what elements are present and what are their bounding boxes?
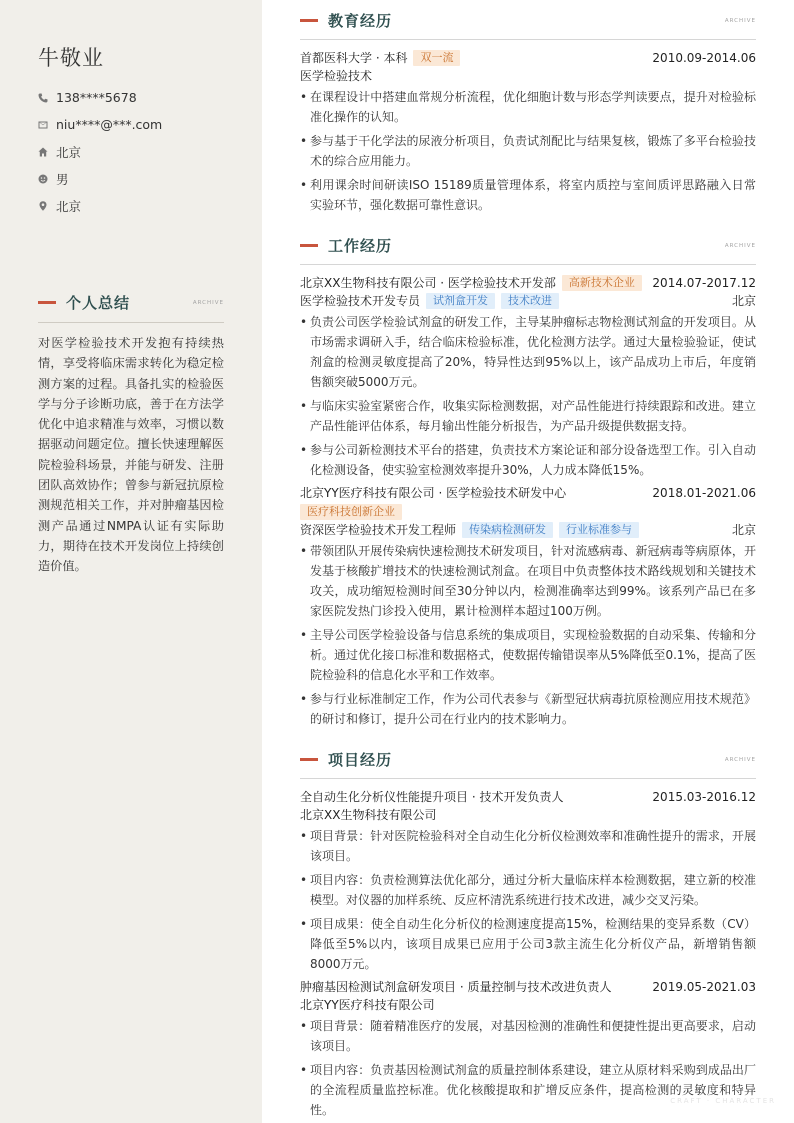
project-org-row — [300, 996, 756, 1014]
location-text: 北京 — [56, 198, 82, 214]
section-accent-bar — [300, 758, 318, 761]
job-bullets — [300, 541, 756, 729]
education-bullets — [300, 87, 756, 215]
list-item: • 参与基于干化学法的尿液分析项目，负责试剂配比与结果复核，锻炼了多平台检验技术的综合应用能力。 — [300, 131, 756, 171]
list-item: • 项目背景：随着精准医疗的发展，对基因检测的准确性和便捷性提出更高要求，启动该项目。 — [300, 1016, 756, 1056]
project-org-row — [300, 806, 756, 824]
list-item: • 带领团队开展传染病快速检测技术研发项目，针对流感病毒、新冠病毒等病原体，开发基于核酸扩增技术的快速检测试剂盒。在项目中负责整体技术路线规划和关键技术攻关，成功缩短检测时间至30分钟以内，检测准确率达到99%。该系列产品已在多家医院发热门诊投入使用，累计检测样本超过100万例。 — [300, 541, 756, 621]
section-accent-bar — [300, 244, 318, 247]
role-tag: 试剂盒开发 — [426, 293, 495, 309]
job-company: 北京YY医疗科技有限公司 · 医学检验技术研发中心 — [300, 486, 567, 500]
education-major: 医学检验技术 — [300, 69, 373, 83]
company-badge: 医疗科技创新企业 — [300, 504, 402, 520]
section-accent-bar — [300, 19, 318, 22]
contact-list — [38, 84, 162, 219]
job-company-row — [300, 274, 756, 292]
section-divider — [300, 264, 756, 265]
projects-header — [300, 749, 756, 770]
job-period: 2014.07-2017.12 — [652, 276, 756, 290]
email-text: niu****@***.com — [56, 117, 163, 132]
project-name: 全自动生化分析仪性能提升项目 · 技术开发负责人 — [300, 790, 564, 804]
phone-text: 138****5678 — [56, 90, 137, 105]
education-section — [300, 10, 756, 215]
section-accent-bar — [38, 301, 56, 304]
list-item: • 项目成果：使全自动生化分析仪的检测速度提高15%，检测结果的变异系数（CV）降低至5%以内，该项目成果已应用于公司3款主流生化分析仪产品，新增销售额8000万元。 — [300, 914, 756, 974]
job-bullets — [300, 312, 756, 480]
list-item: • 项目内容：负责检测算法优化部分，通过分析大量临床样本检测数据，建立新的校准模型。对仪器的加样系统、反应杯清洗系统进行技术改进，减少交叉污染。 — [300, 870, 756, 910]
role-tag: 传染病检测研发 — [462, 522, 553, 538]
project-name: 肿瘤基因检测试剂盒研发项目 · 质量控制与技术改进负责人 — [300, 980, 612, 994]
section-divider — [300, 778, 756, 779]
person-icon — [38, 174, 56, 184]
job-role-row — [300, 521, 756, 539]
school-badge: 双一流 — [413, 50, 460, 66]
list-item: • 与临床实验室紧密合作，收集实际检测数据，对产品性能进行持续跟踪和改进。建立产品性能评估体系，每月输出性能分析报告，为产品升级提供数据支持。 — [300, 396, 756, 436]
summary-title: 个人总结 — [66, 294, 131, 312]
contact-location — [38, 192, 162, 219]
job-company-row — [300, 484, 756, 502]
education-title: 教育经历 — [328, 12, 393, 30]
job-badge-row — [300, 504, 756, 520]
role-tag: 行业标准参与 — [559, 522, 639, 538]
project-name-row — [300, 978, 756, 996]
job-entry — [300, 274, 756, 480]
education-period: 2010.09-2014.06 — [652, 51, 756, 65]
job-city: 北京 — [731, 294, 756, 308]
summary-section — [38, 292, 224, 577]
projects-archive-tag: ARCHIVE — [724, 756, 756, 763]
list-item: • 参与公司新检测技术平台的搭建，负责技术方案论证和部分设备选型工作。引入自动化检测设备，使实验室检测效率提升30%，人力成本降低15%。 — [300, 440, 756, 480]
home-icon — [38, 147, 56, 157]
education-school-row — [300, 49, 756, 67]
job-role: 医学检验技术开发专员 — [300, 294, 421, 308]
work-header — [300, 235, 756, 256]
gender-text: 男 — [56, 171, 69, 187]
project-period: 2015.03-2016.12 — [652, 790, 756, 804]
section-divider — [300, 39, 756, 40]
mail-icon — [38, 120, 56, 130]
job-role-row — [300, 292, 756, 310]
contact-email — [38, 111, 162, 138]
hometown-text: 北京 — [56, 144, 82, 160]
project-bullets — [300, 826, 756, 974]
work-section — [300, 235, 756, 729]
list-item: • 负责公司医学检验试剂盒的研发工作，主导某肿瘤标志物检测试剂盒的开发项目。从市场需求调研入手，结合临床检验标准，优化检测方法学。通过大量检验验证，使试剂盒的检测灵敏度提高了20%，特异性达到95%以上，该产品成功上市后，年度销售额突破5000万元。 — [300, 312, 756, 392]
sidebar — [0, 0, 262, 1123]
job-city: 北京 — [731, 523, 756, 537]
project-name-row — [300, 788, 756, 806]
summary-header — [38, 292, 224, 313]
candidate-name: 牛敬业 — [38, 46, 104, 70]
list-item: • 项目背景：针对医院检验科对全自动生化分析仪检测效率和准确性提升的需求，开展该项目。 — [300, 826, 756, 866]
work-archive-tag: ARCHIVE — [724, 242, 756, 249]
location-pin-icon — [38, 201, 56, 211]
company-badge: 高新技术企业 — [562, 275, 642, 291]
job-entry — [300, 484, 756, 729]
contact-gender — [38, 165, 162, 192]
list-item: • 主导公司医学检验设备与信息系统的集成项目，实现检验数据的自动采集、传输和分析。通过优化接口标准和数据格式，使数据传输错误率从5%降低至0.1%，提高了医院检验科的信息化水平和工作效率。 — [300, 625, 756, 685]
job-role: 资深医学检验技术开发工程师 — [300, 523, 457, 537]
school-name: 首都医科大学 · 本科 — [300, 51, 408, 65]
contact-phone — [38, 84, 162, 111]
work-title: 工作经历 — [328, 237, 393, 255]
job-company: 北京XX生物科技有限公司 · 医学检验技术开发部 — [300, 276, 556, 290]
role-tag: 技术改进 — [501, 293, 559, 309]
list-item: • 参与行业标准制定工作，作为公司代表参与《新型冠状病毒抗原检测应用技术规范》的研讨和修订，提升公司在行业内的技术影响力。 — [300, 689, 756, 729]
phone-icon — [38, 93, 56, 103]
education-header — [300, 10, 756, 31]
watermark: CRAFT · CHARACTER — [670, 1097, 776, 1105]
section-divider — [38, 322, 224, 323]
main-content — [300, 10, 756, 1123]
list-item: • 在课程设计中搭建血常规分析流程，优化细胞计数与形态学判读要点，提升对检验标准化操作的认知。 — [300, 87, 756, 127]
summary-archive-tag: ARCHIVE — [192, 299, 224, 306]
job-period: 2018.01-2021.06 — [652, 486, 756, 500]
project-org: 北京YY医疗科技有限公司 — [300, 998, 435, 1012]
education-archive-tag: ARCHIVE — [724, 17, 756, 24]
summary-text: 对医学检验技术开发抱有持续热情，享受将临床需求转化为稳定检测方案的过程。具备扎实的检验医学与分子诊断功底，善于在方法学优化中追求精准与效率，习惯以数据驱动问题定位。擅长快速理解医院检验科场景，并能与研发、注册团队高效协作；曾参与新冠抗原检测规范相关工作，并对肿瘤基因检测产品通过NMPA认证有实际助力，期待在技术开发岗位上持续创造价值。 — [38, 336, 224, 574]
project-period: 2019.05-2021.03 — [652, 980, 756, 994]
projects-section — [300, 749, 756, 1120]
list-item: • 项目内容：负责基因检测试剂盒的质量控制体系建设，建立从原材料采购到成品出厂的全流程质量监控标准。优化核酸提取和扩增反应条件，提高检测的灵敏度和特异性。 — [300, 1060, 756, 1120]
projects-title: 项目经历 — [328, 751, 393, 769]
project-org: 北京XX生物科技有限公司 — [300, 808, 437, 822]
project-entry — [300, 788, 756, 974]
education-major-row — [300, 67, 756, 85]
contact-hometown — [38, 138, 162, 165]
list-item: • 利用课余时间研读ISO 15189质量管理体系，将室内质控与室间质评思路融入日常实验环节，强化数据可靠性意识。 — [300, 175, 756, 215]
